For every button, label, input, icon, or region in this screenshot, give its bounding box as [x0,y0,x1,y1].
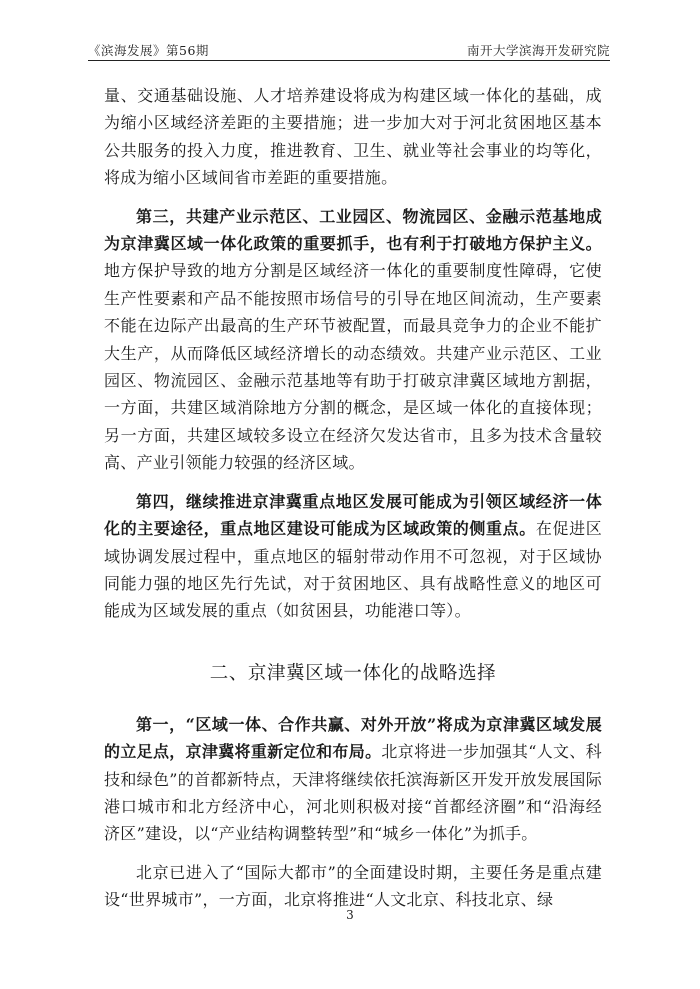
paragraph-1: 量、交通基础设施、人才培养建设将成为构建区域一体化的基础，成为缩小区域经济差距的主要措施；进一步加大对于河北贫困地区基本公共服务的投入力度，推进教育、卫生、就业等社会事业的均等化，将成为缩小区域间省市差距的重要措施。 [104,86,602,188]
paragraph-4 [104,711,602,848]
paragraph-4-lead: 第一，“区域一体、合作共赢、对外开放”将成为京津冀区域发展的立足点，京津冀将重新定位和布局。 [104,714,602,762]
paragraph-2-lead: 第三，共建产业示范区、工业园区、物流园区、金融示范基地成为京津冀区域一体化政策的重要抓手，也有利于打破地方保护主义。 [104,206,602,254]
page-header [88,38,610,61]
paragraph-5: 北京已进入了“国际大都市”的全面建设时期，主要任务是重点建设“世界城市”，一方面，北京将推进“人文北京、科技北京、绿 [104,862,602,910]
paragraph-2-text: 地方保护导致的地方分割是区域经济一体化的重要制度性障碍，它使生产性要素和产品不能按照市场信号的引导在地区间流动，生产要素不能在边际产出最高的生产环节被配置，而最具竞争力的企业不能扩大生产，从而降低区域经济增长的动态绩效。共建产业示范区、工业园区、物流园区、金融示范基地等有助于打破京津冀区域地方割据，一方面，共建区域消除地方分割的概念，是区域一体化的直接体现；另一方面，共建区域较多设立在经济欠发达省市，且多为技术含量较高、产业引领能力较强的经济区域。 [104,261,602,473]
paragraph-3-text: 在促进区域协调发展过程中，重点地区的辐射带动作用不可忽视，对于区域协同能力强的地区先行先试，对于贫困地区、具有战略性意义的地区可能成为区域发展的重点（如贫困县，功能港口等）。 [104,519,602,621]
paragraph-3-lead: 第四，继续推进京津冀重点地区发展可能成为引领区域经济一体化的主要途径，重点地区建设可能成为区域政策的侧重点。 [104,491,602,539]
page-number: 3 [346,908,354,922]
paragraph-2 [104,203,602,477]
paragraph-3 [104,488,602,625]
paragraph-4-text: 北京将进一步加强其“人文、科技和绿色”的首都新特点，天津将继续依托滨海新区开发开放发展国际港口城市和北方经济中心，河北则积极对接“首都经济圈”和“沿海经济区”建设，以“产业结构调整转型”和“城乡一体化”为抓手。 [104,742,602,844]
journal-issue: 《滨海发展》第56期 [88,43,209,58]
section-heading: 二、京津冀区域一体化的战略选择 [209,662,497,684]
institute-name: 南开大学滨海开发研究院 [466,43,610,58]
document-body [104,82,602,925]
